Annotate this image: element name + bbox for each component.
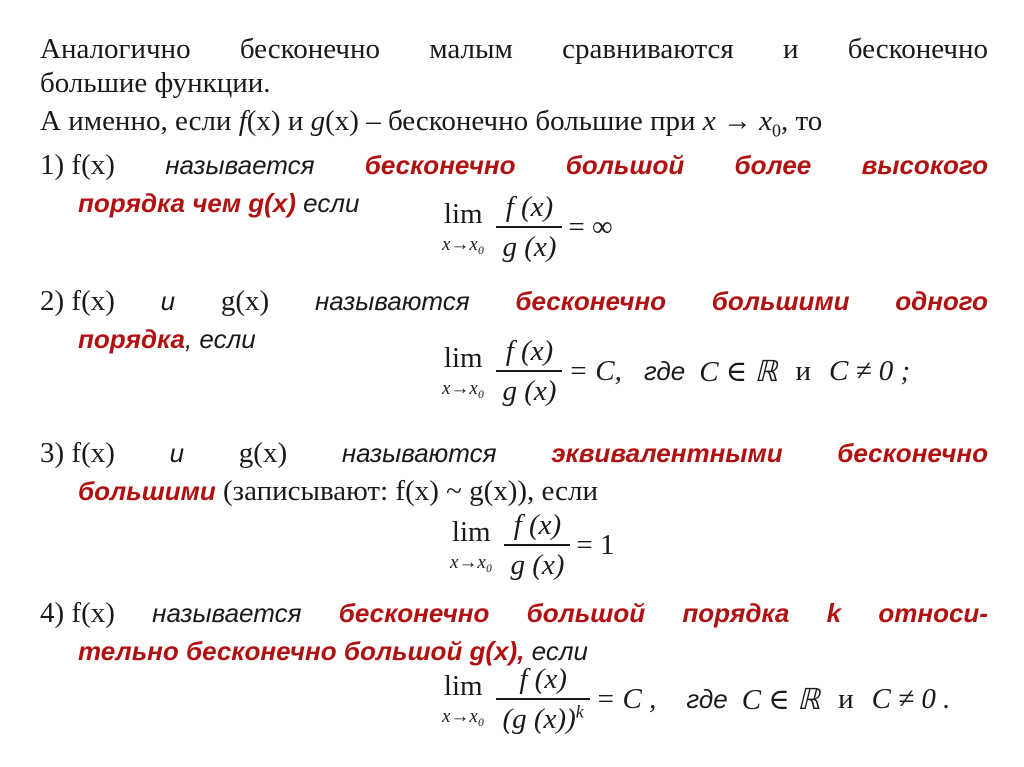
item-4-line-1 xyxy=(40,596,988,630)
intro-word: малым xyxy=(429,33,513,65)
fraction xyxy=(504,508,570,582)
fraction xyxy=(496,190,562,264)
item-highlight: тельно бесконечно большой g(x), xyxy=(78,636,525,666)
formula-rhs: = 1 xyxy=(576,528,615,561)
item-highlight: большими xyxy=(711,286,850,316)
numerator: f (x) xyxy=(505,191,554,223)
item-2-line-1 xyxy=(40,284,988,318)
condition-1: C ∈ ℝ xyxy=(699,355,778,388)
item-highlight: высокого xyxy=(861,150,988,180)
item-highlight: большими xyxy=(78,476,216,506)
power-k: k xyxy=(575,701,584,722)
item-highlight: бесконечно xyxy=(837,438,988,468)
math-x: x xyxy=(702,105,716,137)
item-text: если xyxy=(524,636,588,666)
item-3-line-1 xyxy=(40,436,988,470)
denominator: g (x) xyxy=(502,375,557,407)
lim-operator: lim x→x₀ xyxy=(442,342,485,399)
item-1-line-1 xyxy=(40,148,988,182)
item-highlight: бесконечно xyxy=(364,150,516,180)
condition-where: где xyxy=(686,683,728,714)
intro-line-3 xyxy=(40,104,988,141)
condition-1: C ∈ ℝ xyxy=(741,683,821,716)
item-highlight: более xyxy=(734,150,812,180)
numerator: f (x) xyxy=(513,509,562,541)
item-word: f(x) xyxy=(71,149,115,181)
item-word: называются xyxy=(341,438,497,468)
item-word: g(x) xyxy=(238,437,288,469)
item-highlight: порядка xyxy=(78,324,185,354)
math-subscript: 0 xyxy=(772,120,781,141)
intro-text: большие функции. xyxy=(40,67,271,99)
formula-2 xyxy=(442,334,910,408)
item-word: f(x) xyxy=(71,597,115,629)
intro-line-2 xyxy=(40,66,988,100)
condition-2: C ≠ 0 . xyxy=(871,682,951,715)
math-arg: (x) xyxy=(246,105,281,137)
item-1-line-2 xyxy=(78,186,478,220)
item-text: (записывают: f(x) ~ g(x)), если xyxy=(215,475,599,507)
denominator: g (x) xyxy=(502,231,557,263)
item-word: называется xyxy=(152,598,302,628)
formula-rhs: = C , xyxy=(595,682,657,715)
lim-operator: lim x→x₀ xyxy=(442,198,485,255)
item-word: называется xyxy=(165,150,315,180)
math-arrow: → xyxy=(715,105,760,137)
item-highlight: большой xyxy=(526,598,646,628)
lim-operator: lim x→x₀ xyxy=(450,516,493,573)
formula-rhs: = C, xyxy=(568,354,622,387)
math-arg: (x) xyxy=(325,105,359,137)
intro-word: Аналогично xyxy=(40,33,191,65)
item-text: , если xyxy=(184,324,256,354)
item-word: и xyxy=(169,438,185,468)
item-2-line-2 xyxy=(78,322,478,356)
denominator: g (x) xyxy=(510,549,565,581)
lim-operator: lim x→x₀ xyxy=(442,670,485,727)
item-word: и xyxy=(160,286,176,316)
item-word: f(x) xyxy=(71,285,115,317)
item-highlight: большой xyxy=(565,150,685,180)
intro-text: А именно, если xyxy=(40,105,239,137)
math-f: f xyxy=(238,105,247,137)
item-highlight: k xyxy=(826,598,842,628)
formula-rhs: = ∞ xyxy=(568,210,613,243)
intro-word: бесконечно xyxy=(847,33,988,65)
item-highlight: бесконечно xyxy=(515,286,667,316)
item-word: f(x) xyxy=(71,437,115,469)
formula-1 xyxy=(442,190,613,264)
fraction xyxy=(496,334,562,408)
math-g: g xyxy=(310,105,326,137)
item-word: g(x) xyxy=(220,285,270,317)
item-text: если xyxy=(295,188,360,218)
item-highlight: порядка xyxy=(682,598,790,628)
numerator: f (x) xyxy=(505,335,554,367)
numerator: f (x) xyxy=(519,663,567,695)
math-x0: x xyxy=(759,105,772,137)
condition-and: и xyxy=(838,682,854,715)
condition-2: C ≠ 0 ; xyxy=(829,354,911,387)
formula-4 xyxy=(442,662,950,736)
denominator: (g (x))$^k$ xyxy=(502,701,584,735)
item-number: 1) xyxy=(40,149,65,181)
intro-word: бесконечно xyxy=(239,33,381,65)
item-number: 3) xyxy=(40,437,65,469)
intro-line-1 xyxy=(40,32,988,66)
intro-text: , то xyxy=(780,105,823,137)
item-3-line-2 xyxy=(78,474,778,508)
intro-text: – бесконечно большие при xyxy=(358,105,703,137)
item-number: 2) xyxy=(40,285,65,317)
item-highlight: эквивалентными xyxy=(551,438,783,468)
item-highlight: одного xyxy=(895,286,988,316)
intro-word: сравниваются xyxy=(562,33,734,65)
formula-3 xyxy=(450,508,615,582)
condition-and: и xyxy=(795,354,812,387)
fraction xyxy=(496,662,589,736)
item-number: 4) xyxy=(40,597,65,629)
condition-where: где xyxy=(643,355,686,386)
item-word: называются xyxy=(314,286,470,316)
intro-word: и xyxy=(782,33,799,65)
item-highlight: порядка чем g(x) xyxy=(78,188,296,218)
item-highlight: относи- xyxy=(878,598,988,628)
intro-text: и xyxy=(280,105,311,137)
item-highlight: бесконечно xyxy=(338,598,490,628)
